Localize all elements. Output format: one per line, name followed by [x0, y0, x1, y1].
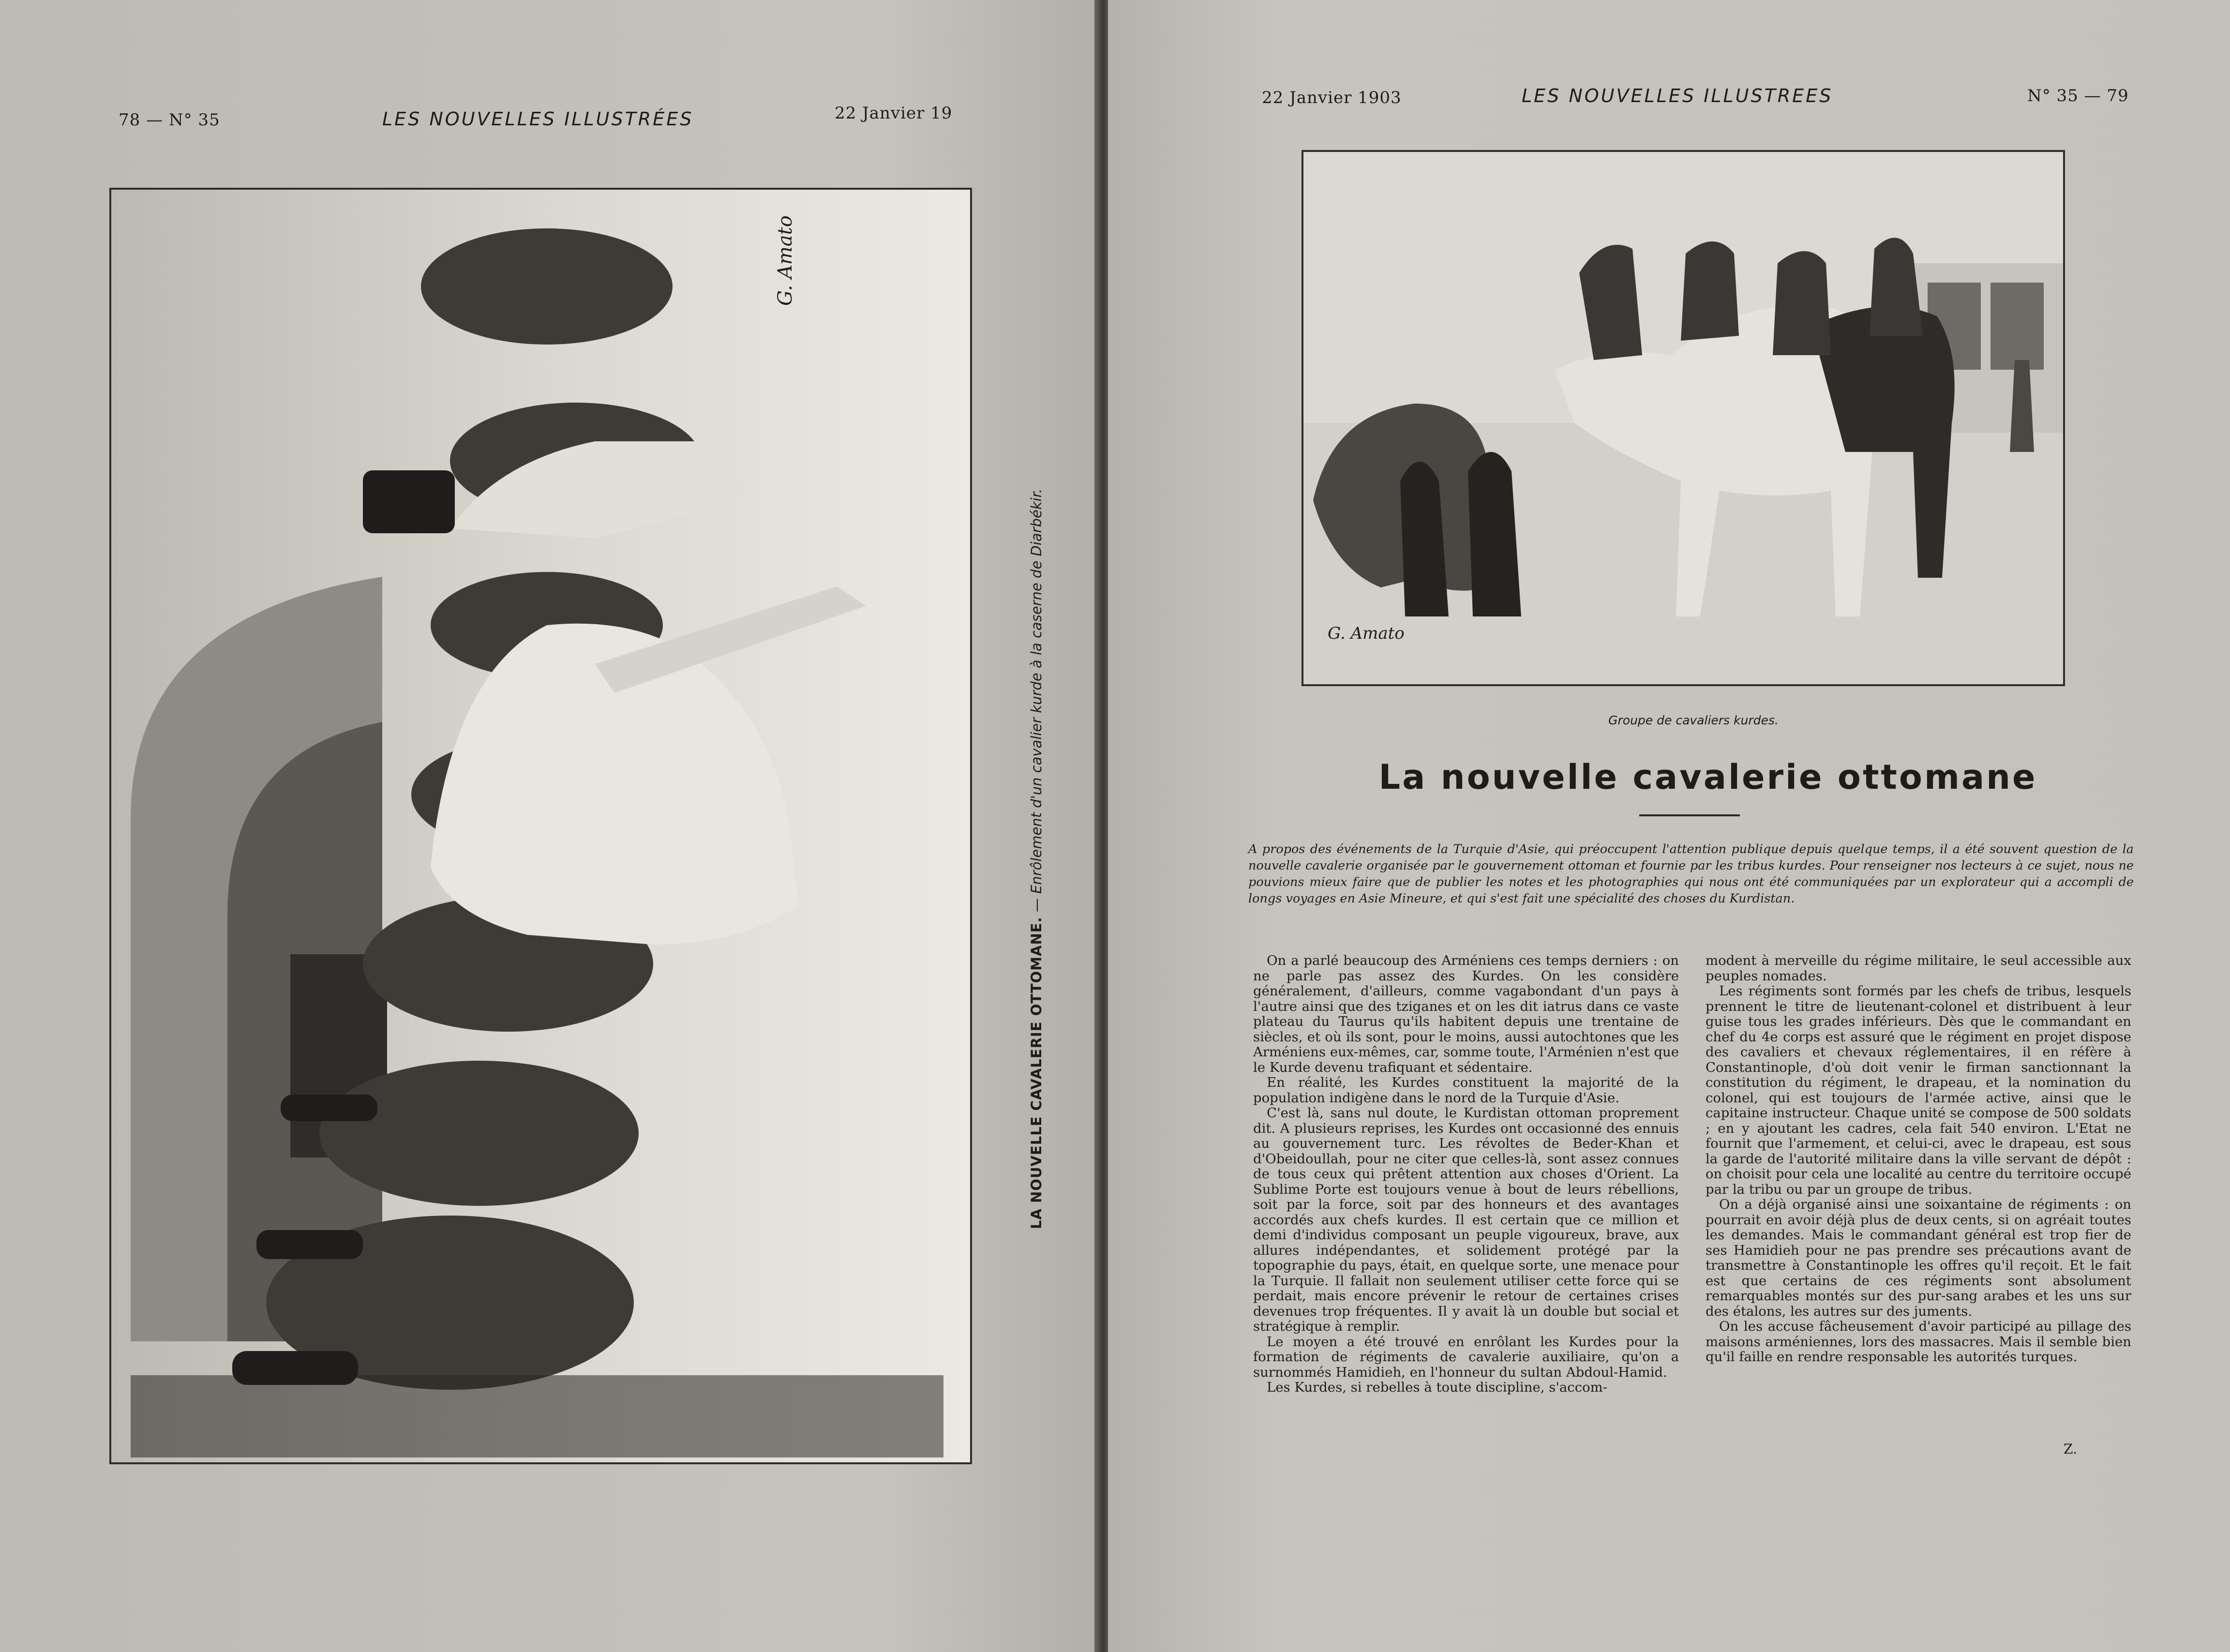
- paragraph: modent à merveille du régime militaire, le seul accessible aux peuples nomades.: [1706, 953, 2131, 984]
- right-publication-title: LES NOUVELLES ILLUSTREES: [1522, 85, 1833, 106]
- left-vertical-caption: [1028, 406, 1045, 1229]
- article-column-1: [1253, 953, 1679, 1396]
- title-rule: [1639, 814, 1740, 816]
- paragraph: Les Kurdes, si rebelles à toute discipline, s'accom-: [1267, 1380, 1608, 1395]
- right-date: 22 Janvier 1903: [1262, 88, 1402, 107]
- caption-text: — Enrôlement d'un cavalier kurde à la caserne de Diarbékir.: [1028, 488, 1045, 913]
- right-illustration-frame: [1302, 150, 2065, 686]
- caption-title: LA NOUVELLE CAVALERIE OTTOMANE.: [1028, 916, 1045, 1229]
- article-signature: Z.: [2064, 1441, 2077, 1457]
- article-title: La nouvelle cavalerie ottomane: [1378, 757, 2037, 797]
- right-page-number: N° 35 — 79: [2027, 86, 2129, 105]
- right-illustration-caption: Groupe de cavaliers kurdes.: [1608, 713, 1779, 727]
- right-illustration: [1303, 152, 2063, 684]
- left-date: 22 Janvier 19: [835, 104, 953, 123]
- article-column-2: [1706, 953, 2131, 1365]
- paragraph: On les accuse fâcheusement d'avoir participé au pillage des maisons arméniennes, lors des massacres. Mais il semble bien qu'il faille en rendre responsable les autorités turques.: [1706, 1319, 2131, 1365]
- left-illustration-signature: G. Amato: [774, 215, 796, 306]
- article-intro: A propos des événements de la Turquie d'Asie, qui préoccupent l'attention publique depuis quelque temps, il a été souvent question de la nouvelle cavalerie organisée par le gouvernement ottoman et fournie par les tribus kurdes. Pour renseigner nos lecteurs à ce sujet, nous ne pouvions mieux faire que de publier les notes et les photographies qui nous ont été communiquées par un explorateur qui a accompli de longs voyages en Asie Mineure, et qui s'est fait une spécialité des choses du Kurdistan.: [1248, 842, 2134, 906]
- paragraph: On a déjà organisé ainsi une soixantaine de régiments : on pourrait en avoir déjà plus de deux cents, si on agréait toutes les demandes. Mais le commandant général est trop fier de ses Hamidieh pour ne pas prendre ses précautions avant de transmettre à Constantinople les offres qu'il reçoit. Et le fait est que certains de ces régiments sont absolument remarquables montés sur des pur-sang arabes et les uns sur des étalons, les autres sur des juments.: [1706, 1197, 2131, 1319]
- paragraph: C'est là, sans nul doute, le Kurdistan ottoman proprement dit. A plusieurs reprises, les Kurdes ont occasionné des ennuis au gouvernement turc. Les révoltes de Beder-Khan et d'Obeidoullah, pour ne citer que celles-là, sont assez connues de tous ceux qui prêtent attention aux choses d'Orient. La Sublime Porte est toujours venue à bout de leurs rébellions, soit par la force, soit par des honneurs et des avantages accordés aux chefs kurdes. Il est certain que ce million et demi d'individus composant un peuple vigoureux, brave, aux allures indépendantes, et solidement protégé par la topographie du pays, était, en quelque sorte, une menace pour la Turquie. Il fallait non seulement utiliser cette force qui se perdait, mais encore prévenir le retour de certaines crises devenues trop fréquentes. Il y avait là un double but social et stratégique à remplir.: [1253, 1105, 1679, 1334]
- left-illustration-frame: [109, 188, 972, 1464]
- paragraph: Les régiments sont formés par les chefs de tribus, lesquels prennent le titre de lieutenant-colonel et distribuent à leur guise tous les grades inférieurs. Dès que le commandant en chef du 4e corps est assuré que le régiment en projet dispose des cavaliers et chevaux réglementaires, il en réfère à Constantinople, d'où doit venir le firman sanctionnant la constitution du régiment, le drapeau, et la nomination du colonel, qui est toujours de l'armée active, ainsi que le capitaine instructeur. Chaque unité se compose de 500 soldats ; en y ajoutant les cadres, cela fait 540 environ. L'Etat ne fournit que l'armement, et celui-ci, avec le drapeau, est sous la garde de l'autorité militaire dans la ville servant de dépôt : on choisit pour cela une localité au centre du territoire occupé par la tribu ou par un groupe de tribus.: [1706, 983, 2131, 1197]
- paragraph: Le moyen a été trouvé en enrôlant les Kurdes pour la formation de régiments de cavalerie auxiliaire, qu'on a surnommés Hamidieh, en l'honneur du sultan Abdoul-Hamid.: [1253, 1334, 1679, 1380]
- left-page-number: 78 — N° 35: [119, 110, 220, 130]
- left-publication-title: LES NOUVELLES ILLUSTRÉES: [382, 108, 694, 130]
- paragraph: En réalité, les Kurdes constituent la majorité de la population indigène dans le nord de la Turquie d'Asie.: [1253, 1075, 1679, 1106]
- paragraph: On a parlé beaucoup des Arméniens ces temps derniers : on ne parle pas assez des Kurdes. On les considère généralement, d'ailleurs, comme vagabondant d'un pays à l'autre ainsi que des tziganes et on les dit iatrus dans ce vaste plateau du Taurus qu'ils habitent depuis une trentaine de siècles, et où ils sont, pour le moins, aussi autochtones que les Arméniens eux-mêmes, car, somme toute, l'Arménien n'est que le Kurde devenu trafiquant et sédentaire.: [1253, 953, 1679, 1075]
- right-illustration-signature: G. Amato: [1328, 624, 1405, 643]
- left-illustration: [111, 190, 970, 1462]
